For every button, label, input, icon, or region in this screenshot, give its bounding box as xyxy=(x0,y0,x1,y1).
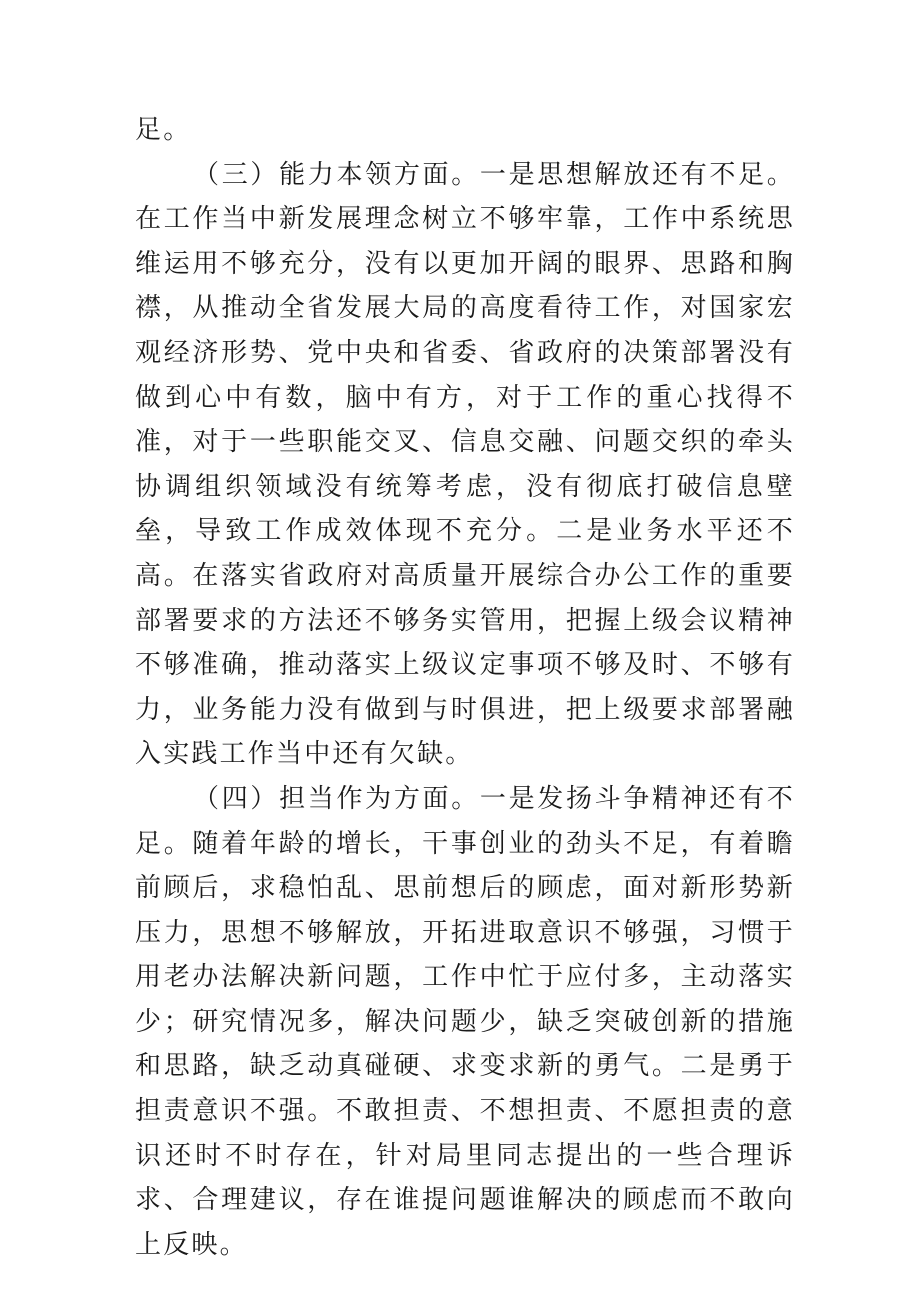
continued-text: 足。 xyxy=(135,115,192,145)
paragraph-responsibility: （四）担当作为方面。一是发扬斗争精神还有不足。随着年龄的增长，干事创业的劲头不足，有着瞻前顾后，求稳怕乱、思前想后的顾虑，面对新形势新压力，思想不够解放，开拓进取意识不够强，习惯于用老办法解决新问题，工作中忙于应付多，主动落实少；研究情况多，解决问题少，缺乏突破创新的措施和思路，缺乏动真碰硬、求变求新的勇气。二是勇于担责意识不强。不敢担责、不想担责、不愿担责的意识还时不时存在，针对局里同志提出的一些合理诉求、合理建议，存在谁提问题谁解决的顾虑而不敢向上反映。 xyxy=(135,783,795,1260)
document-body xyxy=(135,108,795,1267)
paragraph-ability: （三）能力本领方面。一是思想解放还有不足。在工作当中新发展理念树立不够牢靠，工作中系统思维运用不够充分，没有以更加开阔的眼界、思路和胸襟，从推动全省发展大局的高度看待工作，对国家宏观经济形势、党中央和省委、省政府的决策部署没有做到心中有数，脑中有方，对于工作的重心找得不准，对于一些职能交叉、信息交融、问题交织的牵头协调组织领域没有统筹考虑，没有彻底打破信息壁垒，导致工作成效体现不充分。二是业务水平还不高。在落实省政府对高质量开展综合办公工作的重要部署要求的方法还不够务实管用，把握上级会议精神不够准确，推动落实上级议定事项不够及时、不够有力，业务能力没有做到与时俱进，把上级要求部署融入实践工作当中还有欠缺。 xyxy=(135,159,795,770)
